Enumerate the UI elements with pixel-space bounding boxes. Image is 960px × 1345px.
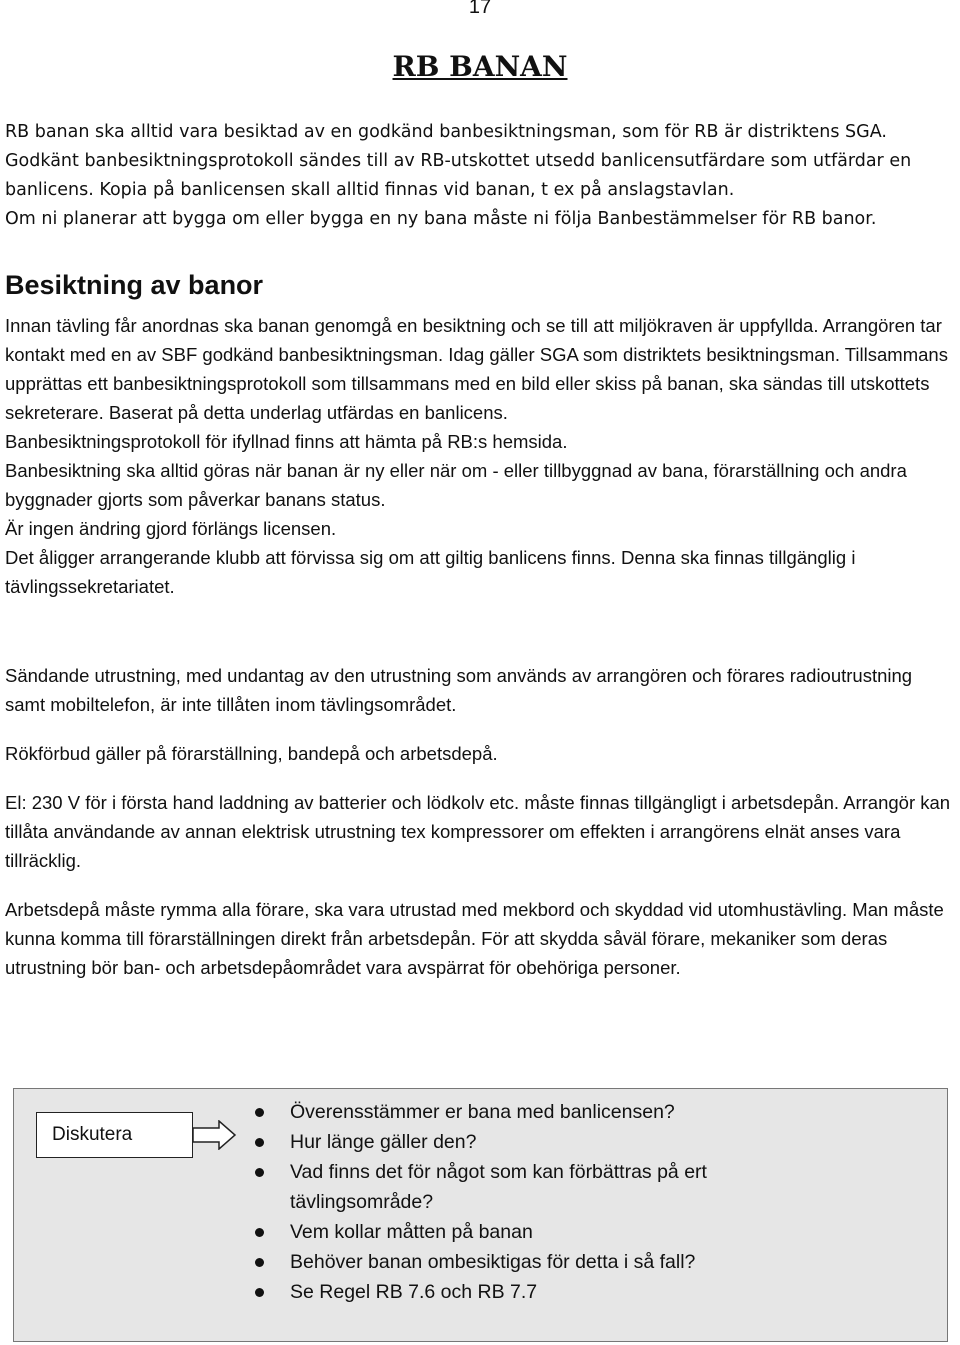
bullet-icon: [255, 1288, 264, 1297]
discussion-list: [250, 1097, 810, 1307]
section-paragraph: Det åligger arrangerande klubb att förvissa sig om att giltig banlicens finns. Denna ska finnas tillgänglig i tävlingssekretariatet.: [5, 547, 856, 597]
section-paragraph: Banbesiktningsprotokoll för ifyllnad finns att hämta på RB:s hemsida.: [5, 431, 568, 452]
discuss-label: Diskutera: [36, 1112, 193, 1158]
intro-paragraph: Om ni planerar att bygga om eller bygga en ny bana måste ni följa Banbestämmelser för RB banor.: [5, 209, 877, 229]
bullet-icon: [255, 1258, 264, 1267]
discussion-item: Se Regel RB 7.6 och RB 7.7: [250, 1277, 810, 1307]
discussion-item: Behöver banan ombesiktigas för detta i så fall?: [250, 1247, 810, 1277]
discussion-item: Vad finns det för något som kan förbättras på ert tävlingsområde?: [250, 1157, 810, 1217]
page-number: 17: [468, 0, 492, 18]
bullet-icon: [255, 1138, 264, 1147]
bullet-icon: [255, 1228, 264, 1237]
arrow-right-icon: [193, 1120, 237, 1150]
bullet-icon: [255, 1108, 264, 1117]
section-paragraph: Är ingen ändring gjord förlängs licensen.: [5, 518, 337, 539]
rule-paragraph: El: 230 V för i första hand laddning av batterier och lödkolv etc. måste finnas tillgängligt i arbetsdepån. Arrangör kan tillåta användande av annan elektrisk utrustning tex kompressorer om effekten i arrangörens elnät anses vara tillräcklig.: [5, 792, 951, 871]
intro-paragraph: RB banan ska alltid vara besiktad av en godkänd banbesiktningsman, som för RB är distriktens SGA. Godkänt banbesiktningsprotokoll sändes till av RB-utskottet utsedd banlicensutfärdare som utfärdar en banlicens. Kopia på banlicensen skall alltid finnas vid banan, t ex på anslagstavlan.: [5, 122, 912, 200]
discussion-item: Överensstämmer er bana med banlicensen?: [250, 1097, 810, 1127]
discussion-item: Vem kollar måtten på banan: [250, 1217, 810, 1247]
section-heading: Besiktning av banor: [5, 270, 264, 300]
page-title: RB BANAN: [392, 50, 568, 83]
bullet-icon: [255, 1168, 264, 1177]
discussion-item: Hur länge gäller den?: [250, 1127, 810, 1157]
inspection-text: [5, 311, 955, 601]
rule-paragraph: Rökförbud gäller på förarställning, bandepå och arbetsdepå.: [5, 743, 498, 764]
intro-text: [5, 118, 955, 234]
section-paragraph: Innan tävling får anordnas ska banan genomgå en besiktning och se till att miljökraven är uppfyllda. Arrangören tar kontakt med en av SBF godkänd banbesiktningsman. Idag gäller SGA som distriktets besiktningsman. Tillsammans upprättas ett banbesiktningsprotokoll som tillsammans med en bild eller skiss på banan, ska sändas till utskottets sekreterare. Baserat på detta underlag utfärdas en banlicens.: [5, 315, 948, 423]
rule-paragraph: Arbetsdepå måste rymma alla förare, ska vara utrustad med mekbord och skyddad vid utomhustävling. Man måste kunna komma till förarställningen direkt från arbetsdepån. För att skydda såväl förare, mekaniker som deras utrustning bör ban- och arbetsdepåområdet vara avspärrat för obehöriga personer.: [5, 899, 944, 978]
rule-paragraph: Sändande utrustning, med undantag av den utrustning som används av arrangören och förares radioutrustning samt mobiltelefon, är inte tillåten inom tävlingsområdet.: [5, 665, 913, 715]
section-paragraph: Banbesiktning ska alltid göras när banan är ny eller när om - eller tillbyggnad av bana, förarställning och andra byggnader gjorts som påverkar banans status.: [5, 460, 907, 510]
